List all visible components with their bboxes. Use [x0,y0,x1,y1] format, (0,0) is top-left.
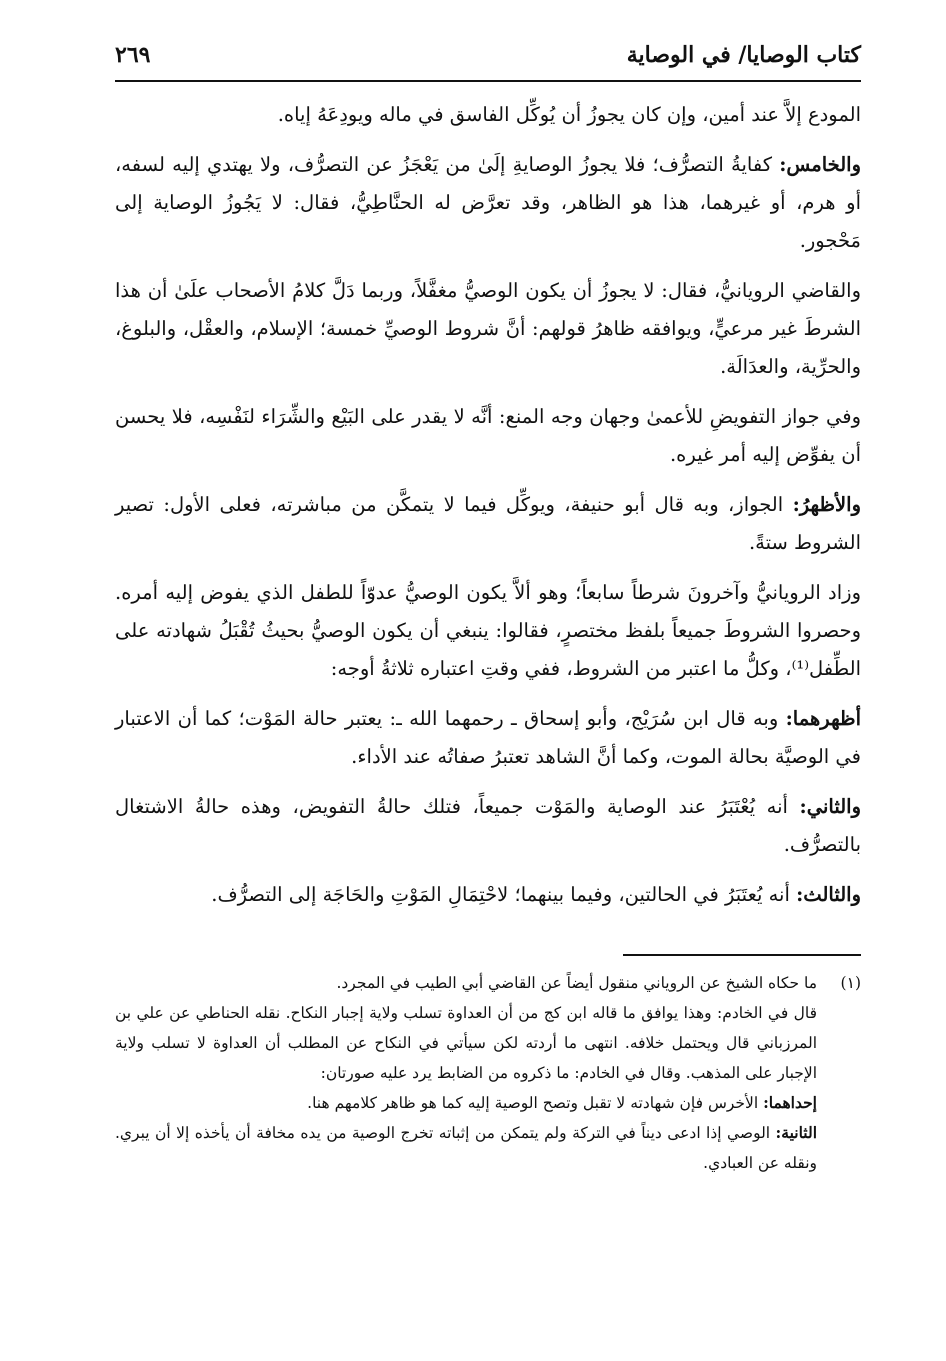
paragraph-text: وزاد الرويانيُّ وآخرونَ شرطاً سابعاً؛ وهو ألاَّ يكون الوصيُّ عدوّاً للطفل الذي يفوض إليه أمره. وحصروا الشروطَ جميعاً بلفظ مختصرٍ، فقالوا: ينبغي أن يكون الوصيُّ بحيثُ تُقْبَلُ شهادته على الطِّفل⁽¹⁾، وكلُّ ما اعتبر من الشروط، ففي وقتِ اعتباره ثلاثةُ أوجه: [115,581,861,680]
paragraph-lead: أظهرهما: [785,707,861,730]
paragraph [115,876,861,914]
footnotes [115,968,861,1178]
paragraph-text: كفايةُ التصرُّف؛ فلا يجوزُ الوصايةِ إلَىٰ من يَعْجَزُ عن التصرُّف، ولا يهتدي إليه لسفه، أو هرم، أو غيرهما، هذا هو الظاهر، وقد تعرَّض له الحنَّاطِيُّ، فقال: لا يَجُوزُ الوصاية إلى مَحْجور. [115,153,861,252]
footnote-text: ما حكاه الشيخ عن الروياني منقول أيضاً عن القاضي أبي الطيب في المجرد. [336,974,817,992]
paragraph [115,146,861,260]
paragraph [115,574,861,688]
paragraph-text: أنه يُعْتَبَرُ عند الوصاية والمَوْت جميعاً، فتلك حالةُ التفويض، وهذه حالةُ الاشتغال بالتصرُّف. [115,795,861,856]
footnote-line [115,1118,817,1178]
main-text [115,96,861,914]
paragraph [115,486,861,562]
page-number: ٢٦٩ [115,42,151,68]
footnote-lead: إحداهما: [763,1093,817,1112]
footnote-separator [623,954,861,956]
paragraph-text: المودع إلاَّ عند أمين، وإن كان يجوزُ أن يُوكِّل الفاسق في ماله ويودِعَهُ إياه. [277,103,861,126]
paragraph-text: وبه قال ابن سُرَيْج، وأبو إسحاق ـ رحمهما الله ـ: يعتبر حالة المَوْت؛ كما أن الاعتبار في الوصيَّة بحالة الموت، وكما أنَّ الشاهد تعتبرُ صفاتُه عند الأداء. [115,707,861,768]
paragraph-text: وفي جواز التفويضِ للأعمىٰ وجهان وجه المنع: أنَّه لا يقدر على البَيْع والشِّرَاء لنَفْسِه، فلا يحسن أن يفوِّض إليه أمر غيره. [115,405,861,466]
page-header [115,36,861,82]
paragraph-lead: والأظهرُ: [792,493,861,516]
paragraph-lead: والثالث: [796,883,861,906]
footnote-line [115,968,817,998]
footnote-lead: الثانية: [775,1123,817,1142]
paragraph [115,96,861,134]
paragraph-text: الجواز، وبه قال أبو حنيفة، ويوكِّل فيما لا يتمكَّن من مباشرته، فعلى الأول: تصير الشروط ستةً. [115,493,861,554]
footnote-number: (١) [840,974,861,992]
paragraph-text: أنه يُعتَبَرُ في الحالتين، وفيما بينهما؛ لاحْتِمَالِ المَوْتِ والحَاجَة إلى التصرُّف. [211,883,797,906]
footnote-text: قال في الخادم: وهذا يوافق ما قاله ابن كج من أن العداوة تسلب ولاية إجبار النكاح. نقله الحناطي عن علي بن المرزباني قال ويحتمل خلافه. انتهى ما أردته لكن سيأتي في النكاح عن المطلب أن العداوة لا تسلب ولاية الإجبار على المذهب. وقال في الخادم: ما ذكروه من الضابط يرد عليه صورتان: [115,1004,817,1082]
footnote [115,968,861,1178]
footnote-text: الأخرس فإن شهادته لا تقبل وتصح الوصية إليه كما هو ظاهر كلامهم هنا. [307,1094,764,1112]
paragraph [115,398,861,474]
footnote-line [115,1088,817,1118]
running-title: كتاب الوصايا/ في الوصاية [626,42,861,68]
footnote-line [115,998,817,1088]
paragraph-lead: والثاني: [799,795,861,818]
book-page [115,36,861,1178]
footnote-text: الوصي إذا ادعى ديناً في التركة ولم يتمكن من إثباته تخرج الوصية من يده مخافة أن يأخذه إلا أن يبري. ونقله عن العبادي. [115,1124,817,1172]
paragraph-lead: والخامس: [779,153,861,176]
paragraph [115,788,861,864]
paragraph [115,272,861,386]
paragraph [115,700,861,776]
paragraph-text: والقاضي الرويانيُّ، فقال: لا يجوزُ أن يكون الوصيُّ مغفَّلاً، وربما دَلَّ كلامُ الأصحاب علَىٰ أن هذا الشرطَ غير مرعيٍّ، ويوافقه ظاهرُ قولهم: أنَّ شروط الوصيِّ خمسة؛ الإسلام، والعقْل، والبلوغ، والحرِّية، والعدَالَة. [115,279,861,378]
